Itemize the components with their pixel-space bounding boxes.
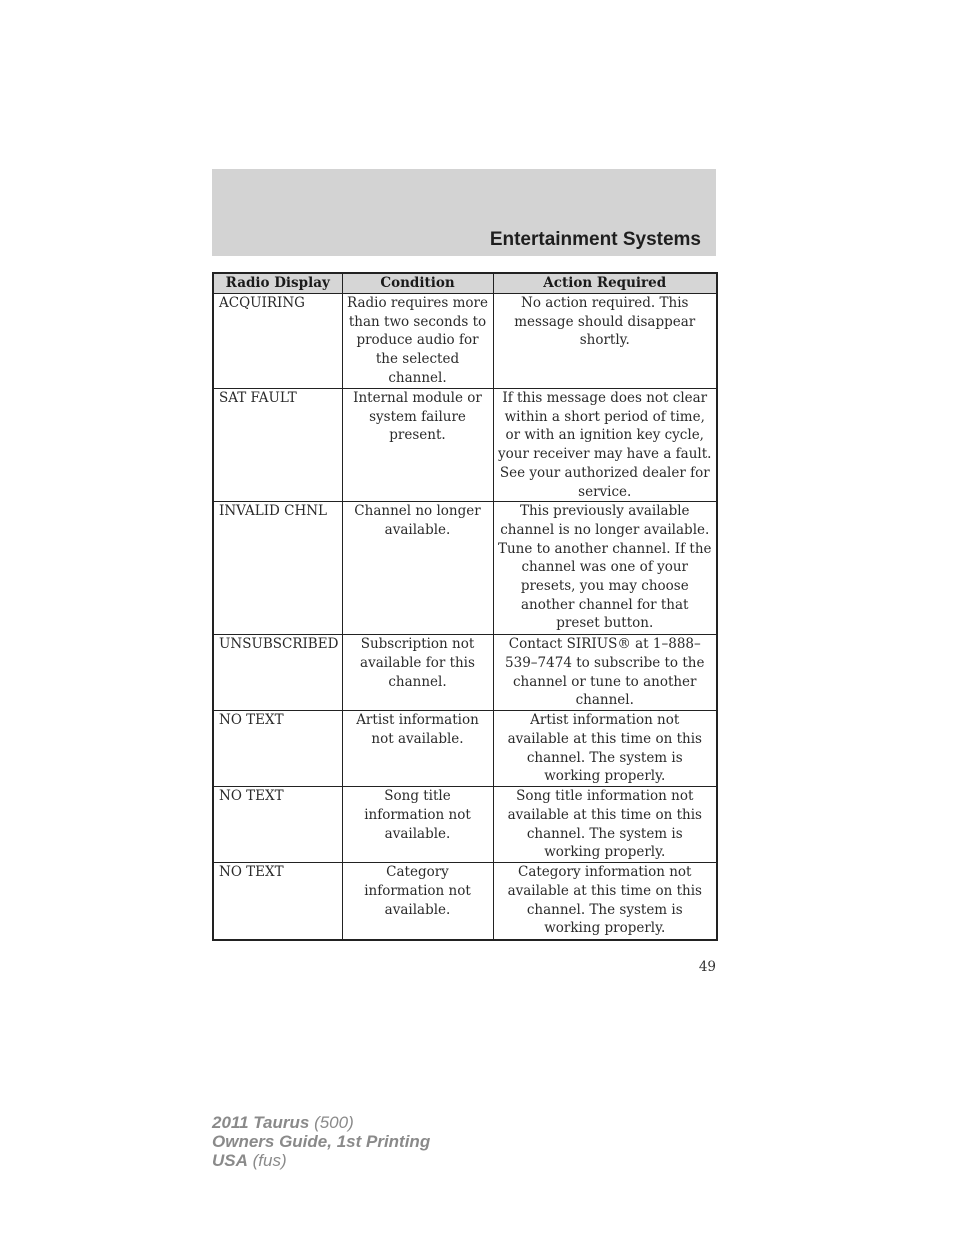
- radio-display-cell: UNSUBSCRIBED: [213, 635, 342, 711]
- condition-cell: Subscription not available for this channel.: [342, 635, 493, 711]
- radio-display-cell: SAT FAULT: [213, 389, 342, 502]
- radio-display-cell: NO TEXT: [213, 863, 342, 940]
- radio-display-cell: INVALID CHNL: [213, 502, 342, 635]
- table-row: [213, 711, 717, 787]
- footer-market: USA: [212, 1151, 248, 1170]
- column-header-action-required: Action Required: [493, 273, 717, 294]
- section-title: Entertainment Systems: [489, 229, 701, 250]
- table-row: [213, 863, 717, 940]
- radio-display-cell: ACQUIRING: [213, 294, 342, 389]
- footer-line-edition: [212, 1132, 430, 1151]
- table-row: [213, 787, 717, 863]
- document-footer: [212, 1113, 430, 1170]
- footer-line-model: [212, 1113, 430, 1132]
- page-number: 49: [698, 959, 716, 975]
- radio-display-cell: NO TEXT: [213, 711, 342, 787]
- condition-cell: Radio requires more than two seconds to produce audio for the selected channel.: [342, 294, 493, 389]
- table-row: [213, 635, 717, 711]
- column-header-radio-display: Radio Display: [213, 273, 342, 294]
- action-required-cell: Category information not available at this time on this channel. The system is working properly.: [493, 863, 717, 940]
- table-row: [213, 502, 717, 635]
- table-row: [213, 294, 717, 389]
- radio-display-cell: NO TEXT: [213, 787, 342, 863]
- condition-cell: Artist information not available.: [342, 711, 493, 787]
- footer-model-code: (500): [314, 1113, 354, 1132]
- footer-model: 2011 Taurus: [212, 1113, 310, 1132]
- footer-edition: Owners Guide, 1st Printing: [212, 1132, 431, 1151]
- condition-cell: Category information not available.: [342, 863, 493, 940]
- footer-market-code: (fus): [252, 1151, 287, 1170]
- action-required-cell: Contact SIRIUS® at 1–888–539–7474 to subscribe to the channel or tune to another channel.: [493, 635, 717, 711]
- action-required-cell: Artist information not available at this time on this channel. The system is working properly.: [493, 711, 717, 787]
- radio-messages-table: [212, 272, 718, 941]
- section-header-band: [212, 169, 716, 256]
- table-header-row: [213, 273, 717, 294]
- column-header-condition: Condition: [342, 273, 493, 294]
- table-row: [213, 389, 717, 502]
- footer-line-market: [212, 1151, 430, 1170]
- action-required-cell: If this message does not clear within a short period of time, or with an ignition key cycle, your receiver may have a fault. See your authorized dealer for service.: [493, 389, 717, 502]
- action-required-cell: Song title information not available at this time on this channel. The system is working properly.: [493, 787, 717, 863]
- action-required-cell: No action required. This message should disappear shortly.: [493, 294, 717, 389]
- condition-cell: Channel no longer available.: [342, 502, 493, 635]
- action-required-cell: This previously available channel is no longer available. Tune to another channel. If the channel was one of your presets, you may choose another channel for that preset button.: [493, 502, 717, 635]
- condition-cell: Internal module or system failure present.: [342, 389, 493, 502]
- condition-cell: Song title information not available.: [342, 787, 493, 863]
